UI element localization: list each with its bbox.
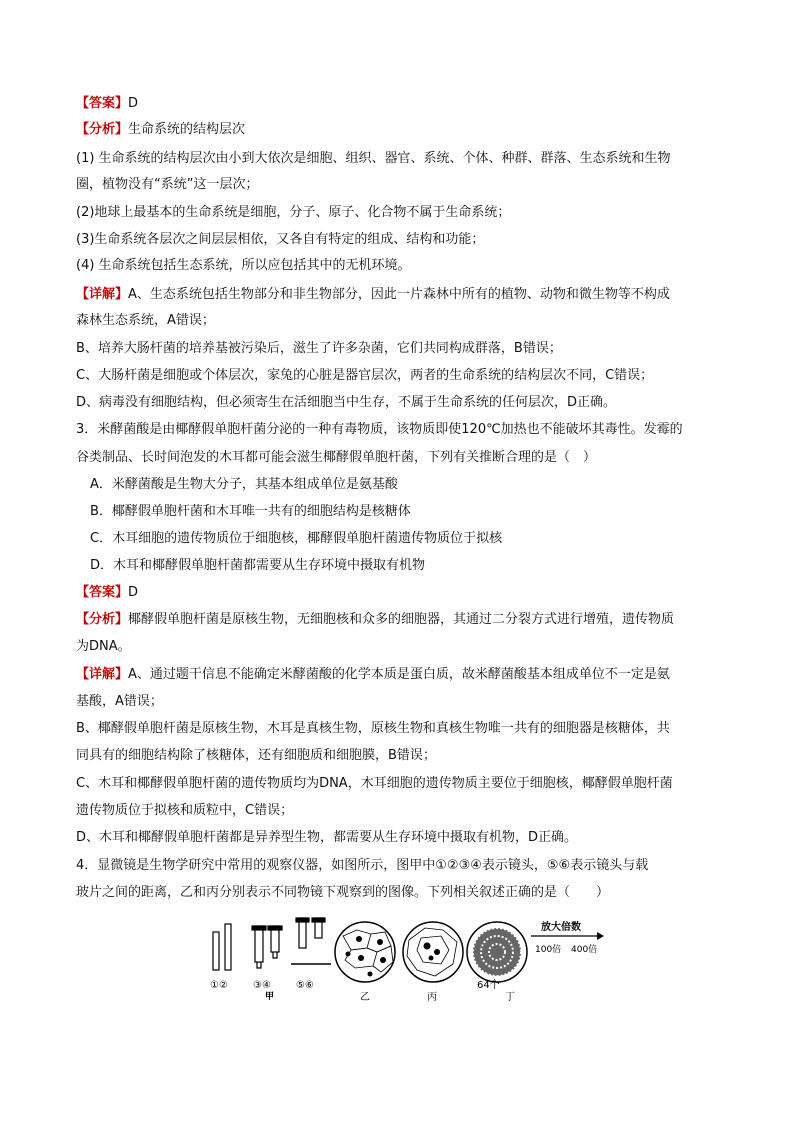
detail-tag: 【详解】 bbox=[76, 667, 129, 682]
analysis-text: 圈，植物没有“系统”这一层次； bbox=[76, 177, 259, 192]
answer-value: D bbox=[128, 585, 139, 600]
q2-answer-line bbox=[76, 95, 138, 113]
detail-text: B、培养大肠杆菌的培养基被污染后，滋生了许多杂菌，它们共同构成群落，B错误； bbox=[76, 341, 562, 356]
mag-high: 400倍 bbox=[571, 945, 598, 955]
objective-lenses bbox=[252, 926, 282, 968]
detail-text: B、椰酵假单胞杆菌是原核生物，木耳是真核生物，原核生物和真核生物唯一共有的细胞器是核糖体，共 bbox=[76, 721, 670, 736]
label-yi: 乙 bbox=[360, 992, 370, 1003]
mag-arrow bbox=[531, 932, 604, 940]
q3-stem: 3．米酵菌酸是由椰酵假单胞杆菌分泌的一种有毒物质，该物质即使120℃加热也不能破坏其毒性。发霉的 bbox=[76, 422, 683, 437]
view-yi bbox=[335, 922, 395, 982]
analysis-text: (4) 生命系统包括生态系统，所以应包括其中的无机环境。 bbox=[76, 258, 411, 273]
detail-text: 森林生态系统，A错误； bbox=[76, 313, 215, 328]
answer-value: D bbox=[128, 96, 139, 111]
microscope-figure bbox=[205, 912, 605, 1007]
q3-answer-line bbox=[76, 584, 138, 602]
analysis-text: (2)地球上最基本的生命系统是细胞，分子、原子、化合物不属于生命系统； bbox=[76, 205, 511, 220]
mag-low: 100倍 bbox=[535, 945, 562, 955]
view-bing bbox=[403, 922, 463, 982]
working-distance bbox=[291, 918, 331, 964]
detail-text: C、大肠杆菌是细胞或个体层次，家兔的心脏是器官层次，两者的生命系统的结构层次不同，C错误； bbox=[76, 368, 654, 383]
q3-option-c: C．木耳细胞的遗传物质位于细胞核，椰酵假单胞杆菌遗传物质位于拟核 bbox=[90, 531, 503, 546]
analysis-text: (3)生命系统各层次之间层层相依，又各自有特定的组成、结构和功能； bbox=[76, 232, 485, 247]
q3-option-b: B．椰酵假单胞杆菌和木耳唯一共有的细胞结构是核糖体 bbox=[90, 504, 411, 519]
eyepiece-lenses bbox=[213, 924, 231, 970]
label-12: ①② bbox=[210, 980, 228, 991]
q4-stem: 玻片之间的距离，乙和丙分别表示不同物镜下观察到的图像。下列相关叙述正确的是（ ） bbox=[76, 885, 610, 900]
label-34: ③④ bbox=[253, 980, 271, 991]
detail-text: C、木耳和椰酵假单胞杆菌的遗传物质均为DNA，木耳细胞的遗传物质主要位于细胞核，椰酵假单胞杆菌 bbox=[76, 776, 673, 791]
analysis-text: (1) 生命系统的结构层次由小到大依次是细胞、组织、器官、系统、个体、种群、群落、生态系统和生物 bbox=[76, 151, 671, 166]
detail-tag: 【详解】 bbox=[76, 287, 129, 302]
mag-title: 放大倍数 bbox=[541, 922, 581, 933]
q2-analysis-line bbox=[76, 121, 245, 139]
count-label: 64个 bbox=[477, 980, 500, 991]
label-bing: 丙 bbox=[427, 992, 437, 1003]
analysis-tag: 【分析】 bbox=[76, 122, 129, 137]
analysis-text: 为DNA。 bbox=[76, 639, 131, 654]
view-ding bbox=[467, 922, 527, 982]
q3-option-d: D．木耳和椰酵假单胞杆菌都需要从生存环境中摄取有机物 bbox=[90, 558, 426, 573]
q3-analysis-line bbox=[76, 611, 674, 629]
detail-text: A、生态系统包括生物部分和非生物部分，因此一片森林中所有的植物、动物和微生物等不构成 bbox=[128, 287, 670, 302]
detail-text: 同具有的细胞结构除了核糖体，还有细胞质和细胞膜，B错误； bbox=[76, 748, 436, 763]
q3-option-a: A．米酵菌酸是生物大分子，其基本组成单位是氨基酸 bbox=[90, 477, 398, 492]
q4-stem: 4．显微镜是生物学研究中常用的观察仪器，如图所示，图甲中①②③④表示镜头，⑤⑥表示镜头与载 bbox=[76, 858, 649, 873]
detail-text: 遗传物质位于拟核和质粒中，C错误； bbox=[76, 803, 294, 818]
detail-text: D、病毒没有细胞结构，但必须寄生在活细胞当中生存，不属于生命系统的任何层次，D正确。 bbox=[76, 395, 617, 410]
detail-text: D、木耳和椰酵假单胞杆菌都是异养型生物，都需要从生存环境中摄取有机物，D正确。 bbox=[76, 830, 578, 845]
q2-detail-line bbox=[76, 286, 670, 304]
analysis-text: 椰酵假单胞杆菌是原核生物，无细胞核和众多的细胞器，其通过二分裂方式进行增殖，遗传物质 bbox=[128, 612, 675, 627]
q3-stem: 谷类制品、长时间泡发的木耳都可能会滋生椰酵假单胞杆菌，下列有关推断合理的是（ ） bbox=[76, 450, 597, 465]
label-56: ⑤⑥ bbox=[296, 980, 314, 991]
analysis-tag: 【分析】 bbox=[76, 612, 129, 627]
label-ding: 丁 bbox=[505, 992, 515, 1003]
answer-tag: 【答案】 bbox=[76, 96, 129, 111]
label-jia: 甲 bbox=[265, 992, 275, 1002]
detail-text: A、通过题干信息不能确定米酵菌酸的化学本质是蛋白质，故米酵菌酸基本组成单位不一定是氨 bbox=[128, 667, 670, 682]
q3-detail-line bbox=[76, 666, 670, 684]
analysis-title: 生命系统的结构层次 bbox=[128, 122, 246, 137]
detail-text: 基酸，A错误； bbox=[76, 694, 163, 709]
answer-tag: 【答案】 bbox=[76, 585, 129, 600]
